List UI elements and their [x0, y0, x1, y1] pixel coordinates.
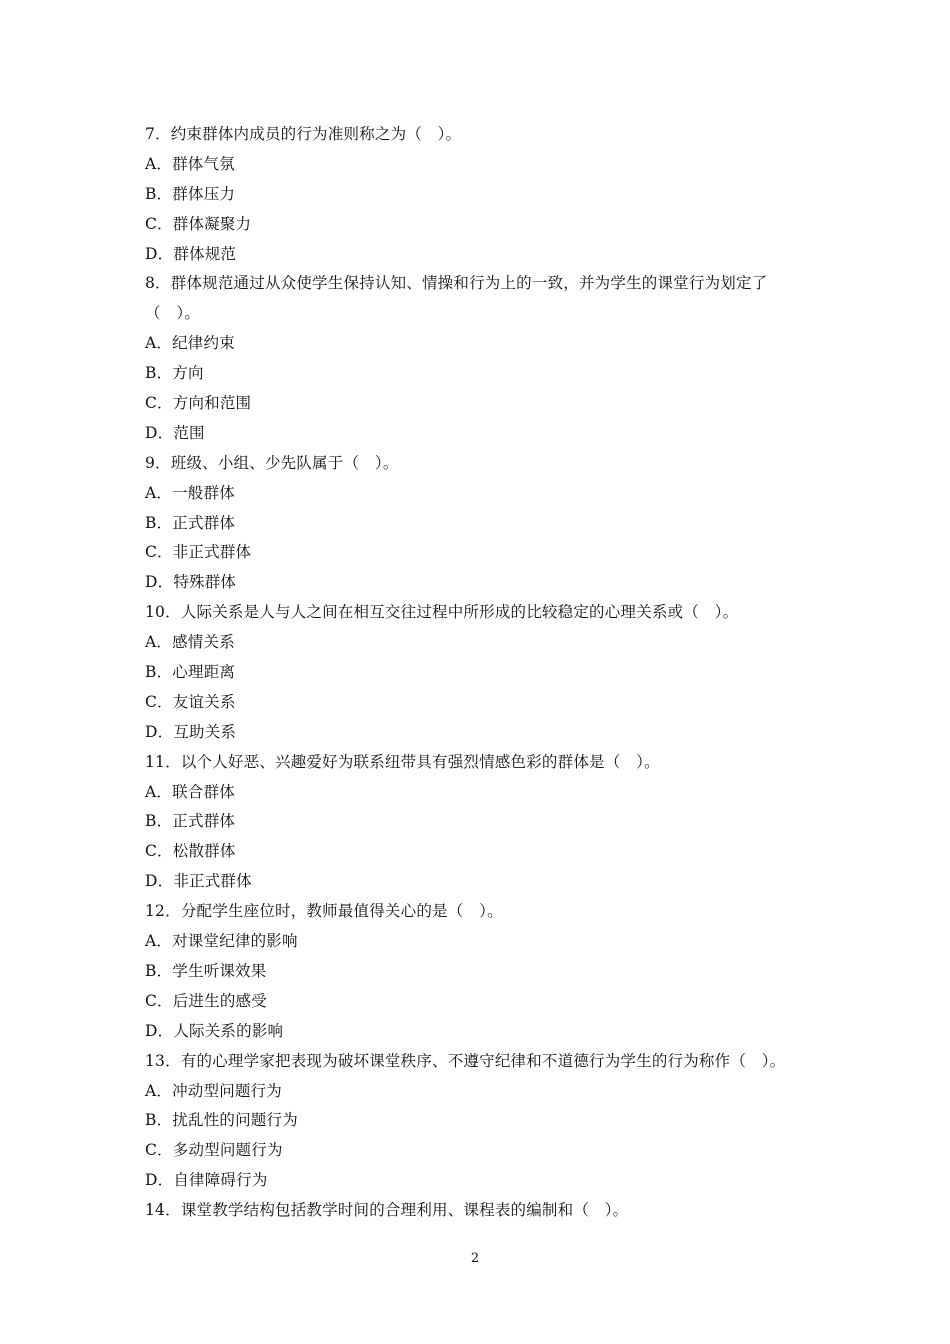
question-7-option-c: C．群体凝聚力 [145, 214, 252, 233]
question-9-option-c: C．非正式群体 [145, 543, 252, 562]
question-8-option-c: C．方向和范围 [145, 394, 252, 413]
question-11-option-c: C．松散群体 [145, 842, 236, 861]
question-13-option-b: B．扰乱性的问题行为 [145, 1111, 298, 1130]
question-10-option-b: B．心理距离 [145, 663, 236, 682]
question-7-option-a: A．群体气氛 [145, 154, 235, 173]
question-13-option-a: A．冲动型问题行为 [145, 1081, 282, 1100]
question-8-stem: 8．群体规范通过从众使学生保持认知、情操和行为上的一致，并为学生的课堂行为划定了 [145, 274, 768, 293]
question-12-option-a: A．对课堂纪律的影响 [145, 932, 298, 951]
question-10-option-a: A．感情关系 [145, 633, 235, 652]
question-list [145, 120, 825, 1226]
question-11-option-d: D．非正式群体 [145, 872, 252, 891]
question-9-option-a: A．一般群体 [145, 483, 235, 502]
question-12-option-b: B．学生听课效果 [145, 961, 267, 980]
question-7-option-d: D．群体规范 [145, 244, 237, 263]
question-8-option-a: A．纪律约束 [145, 334, 235, 353]
question-13-stem: 13．有的心理学家把表现为破坏课堂秩序、不遵守纪律和不道德行为学生的行为称作（ ）。 [145, 1051, 786, 1070]
question-12-option-d: D．人际关系的影响 [145, 1021, 284, 1040]
question-14-stem: 14．课堂教学结构包括教学时间的合理利用、课程表的编制和（ ）。 [145, 1201, 629, 1220]
question-8-option-d: D．范围 [145, 423, 205, 442]
question-12-option-c: C．后进生的感受 [145, 991, 267, 1010]
question-10-stem: 10．人际关系是人与人之间在相互交往过程中所形成的比较稳定的心理关系或（ ）。 [145, 603, 739, 622]
question-11-option-a: A．联合群体 [145, 782, 235, 801]
question-11-stem: 11．以个人好恶、兴趣爱好为联系纽带具有强烈情感色彩的群体是（ ）。 [145, 752, 660, 771]
question-9-option-d: D．特殊群体 [145, 573, 237, 592]
page-number: 2 [470, 1251, 480, 1266]
question-12-stem: 12．分配学生座位时，教师最值得关心的是（ ）。 [145, 902, 503, 921]
question-9-stem: 9．班级、小组、少先队属于（ ）。 [145, 453, 399, 472]
question-8-option-b: B．方向 [145, 364, 204, 383]
question-11-option-b: B．正式群体 [145, 812, 236, 831]
question-13-option-d: D．自律障碍行为 [145, 1171, 268, 1190]
question-10-option-d: D．互助关系 [145, 722, 237, 741]
question-13-option-c: C．多动型问题行为 [145, 1141, 283, 1160]
question-7-stem: 7．约束群体内成员的行为准则称之为（ ）。 [145, 125, 462, 143]
question-7-option-b: B．群体压力 [145, 184, 236, 203]
question-10-option-c: C．友谊关系 [145, 692, 236, 711]
question-8-stem-continued: （ ）。 [145, 304, 201, 323]
question-9-option-b: B．正式群体 [145, 513, 236, 532]
